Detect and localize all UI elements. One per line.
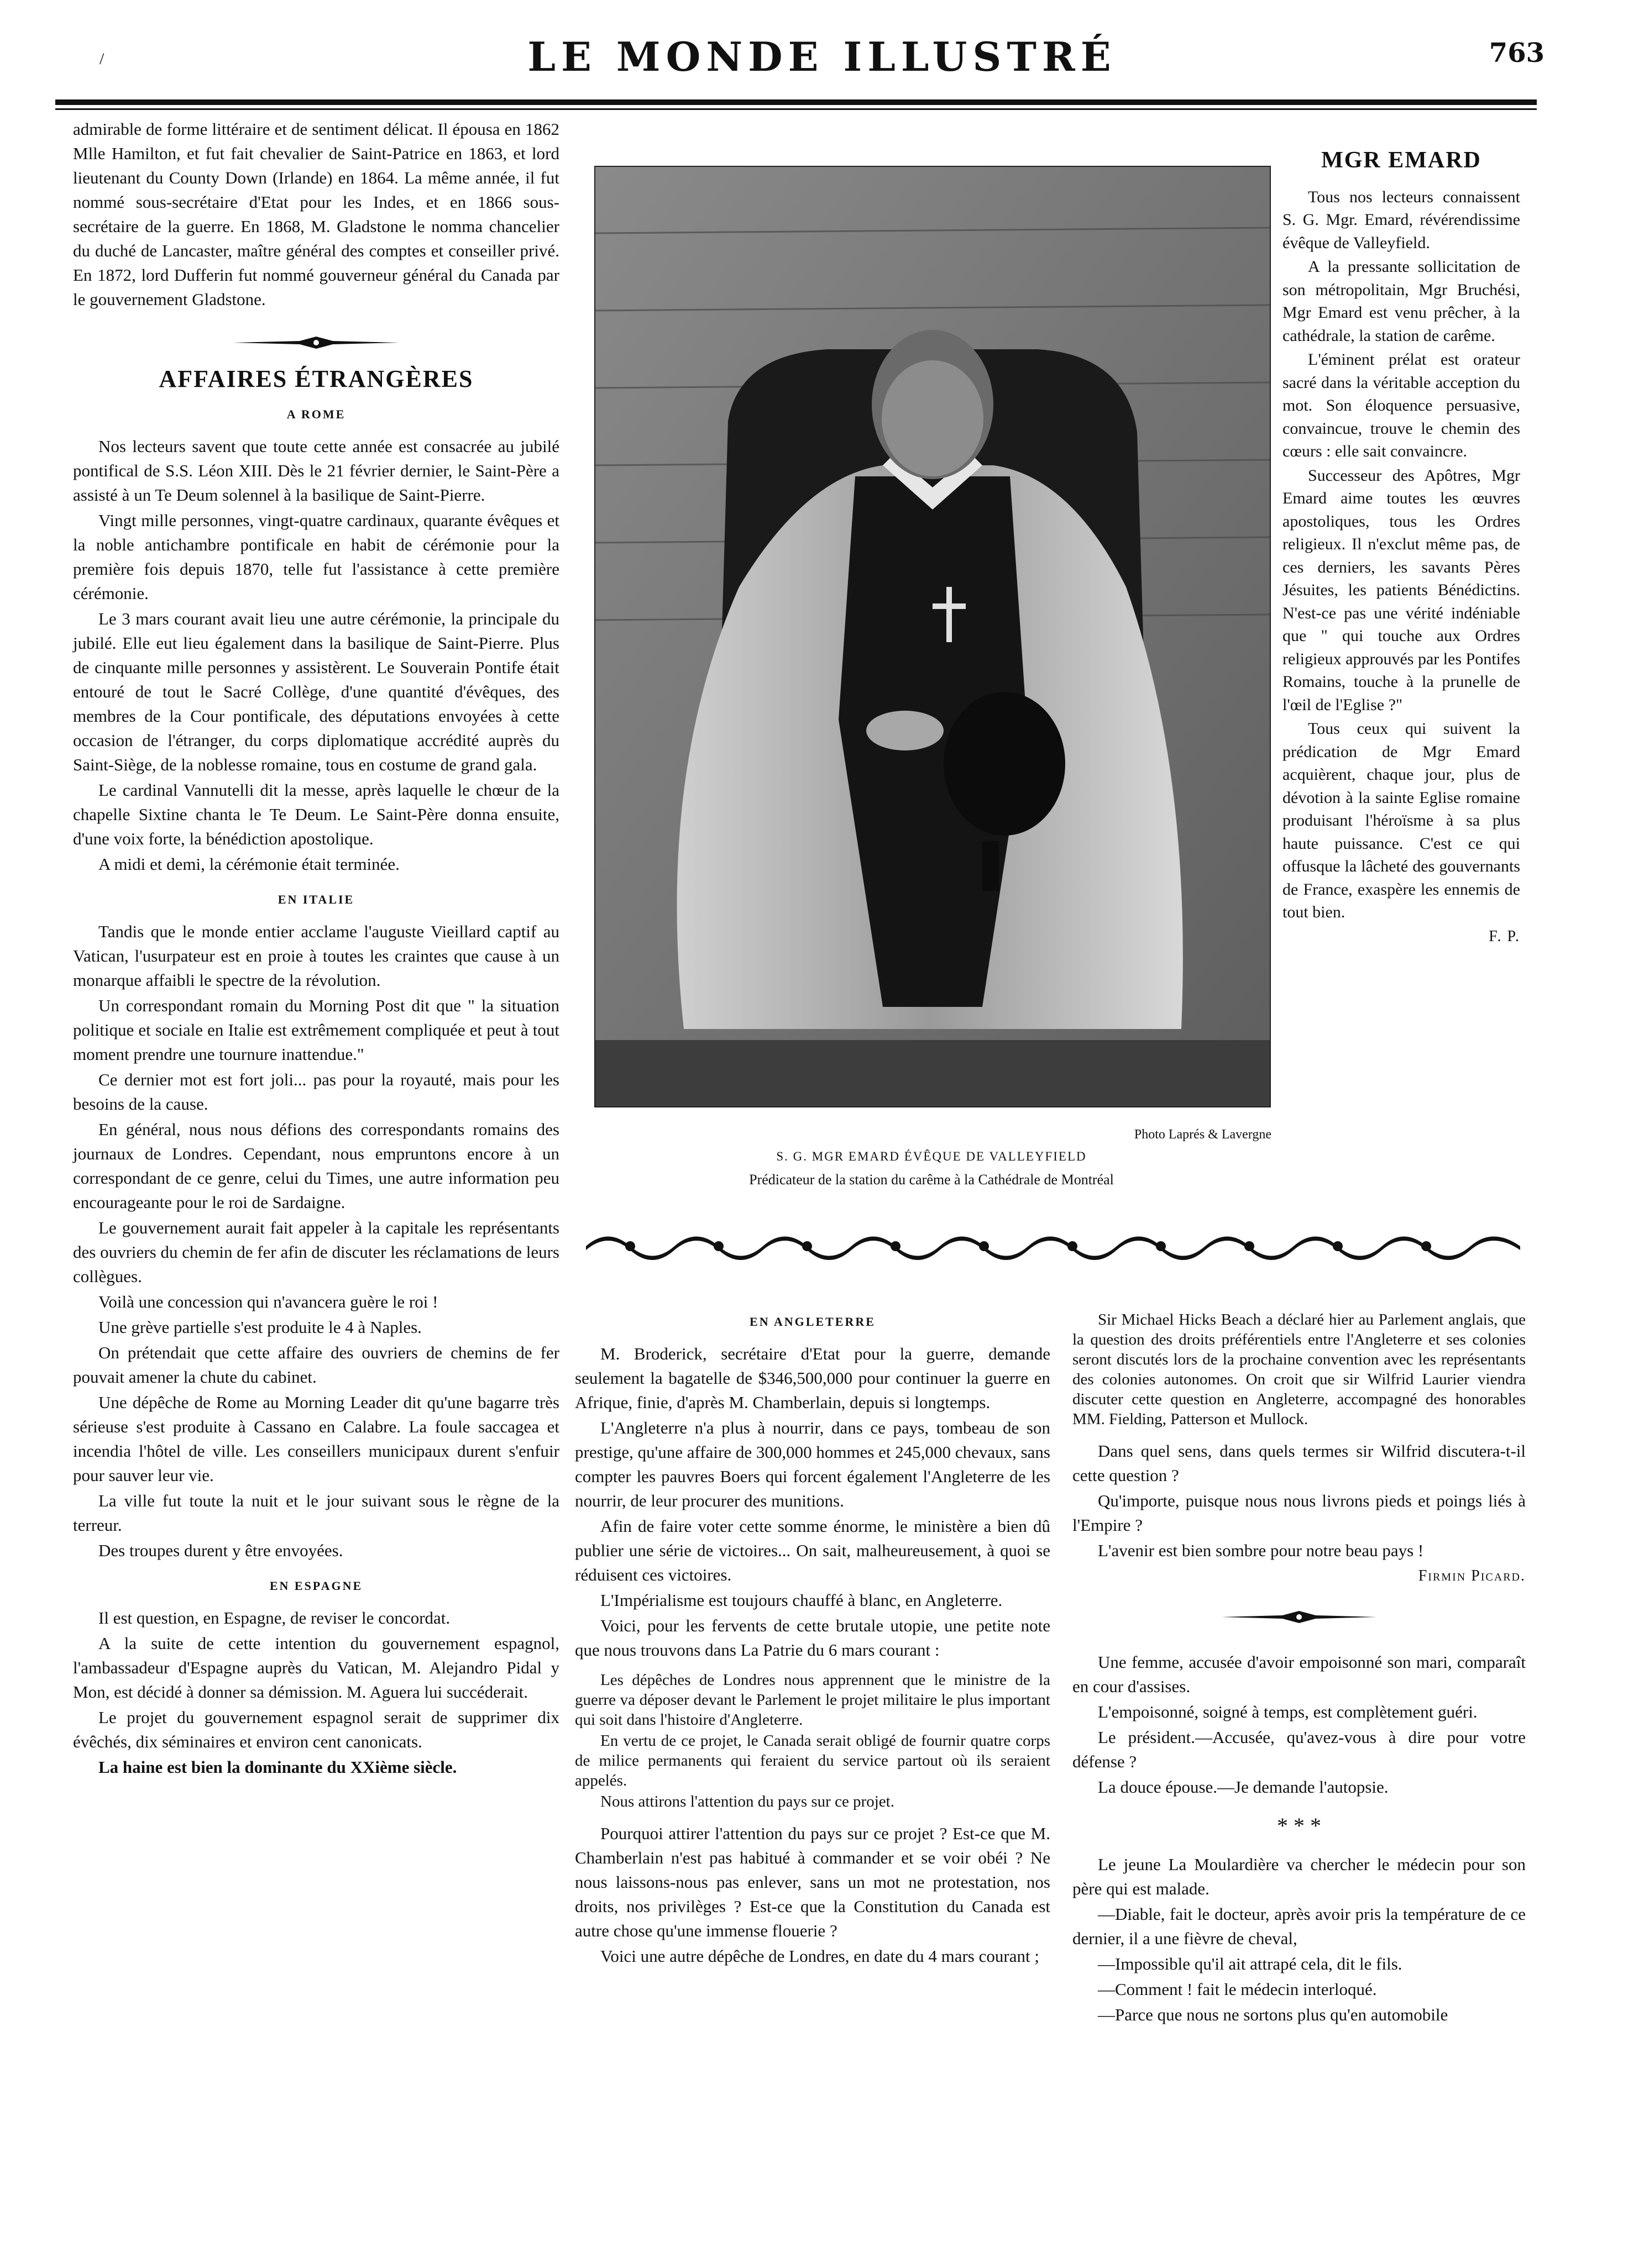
paragraph: Le projet du gouvernement espagnol serait de supprimer dix évêchés, dix séminaires et environ cent canonicats. bbox=[73, 1708, 559, 1751]
decorative-band bbox=[586, 1221, 1520, 1271]
signature-fp: F. P. bbox=[1489, 927, 1520, 945]
paragraph: Une femme, accusée d'avoir empoisonné son mari, comparaît en cour d'assises. bbox=[1072, 1652, 1526, 1696]
paragraph: Le 3 mars courant avait lieu une autre cérémonie, la principale du jubilé. Elle eut lieu également dans la basilique de Saint-Pierre. Plus de cinquante mille personnes y assistèrent. Le Souverain Pontife était entouré de tout le Sacré Collège, d'une quantité d'évêques, des membres de la Cour pontificale, des députations envoyées à cette occasion de l'étranger, du corps diplomatique accrédité auprès du Saint-Siège, de la noblesse romaine, tous en costume de grand gala. bbox=[73, 609, 559, 774]
paragraph: L'empoisonné, soigné à temps, est complètement guéri. bbox=[1098, 1702, 1478, 1721]
photo-credit: Photo Laprés & Lavergne bbox=[1134, 1127, 1271, 1142]
paragraph: Le président.—Accusée, qu'avez-vous à dire pour votre défense ? bbox=[1072, 1728, 1526, 1771]
paragraph: Le jeune La Moulardière va chercher le médecin pour son père qui est malade. bbox=[1072, 1855, 1526, 1898]
newspaper-title: LE MONDE ILLUSTRÉ bbox=[527, 33, 1117, 80]
paragraph: La ville fut toute la nuit et le jour suivant sous le règne de la terreur. bbox=[73, 1491, 559, 1535]
ornament-divider bbox=[73, 326, 559, 359]
quoted-paragraph: Sir Michael Hicks Beach a déclaré hier au Parlement anglais, que la question des droits préférentiels entre l'Angleterre et ses colonies seront discutés lors de la prochaine convention avec les représentants des colonies autonomes. On croit que sir Wilfrid Laurier viendra discuter cette question en Angleterre, accompagné des honorables MM. Fielding, Patterson et Mullock. bbox=[1072, 1311, 1526, 1428]
paragraph: Vingt mille personnes, vingt-quatre cardinaux, quarante évêques et la noble antichambre pontificale en habit de cérémonie pour la première fois depuis 1870, telle fut l'assistance à cette première cérémonie. bbox=[73, 511, 559, 603]
paragraph: Tous nos lecteurs connaissent S. G. Mgr. Emard, révérendissime évêque de Valleyfield. bbox=[1282, 187, 1520, 252]
paragraph: La douce épouse.—Je demande l'autopsie. bbox=[1098, 1777, 1389, 1797]
quotation-block bbox=[575, 1670, 1050, 1812]
signature-firmin-picard: Firmin Picard. bbox=[1418, 1567, 1526, 1584]
paragraph: Le cardinal Vannutelli dit la messe, après laquelle le chœur de la chapelle Sixtine chanta le Te Deum. Le Saint-Père donna ensuite, d'une voix forte, la bénédiction apostolique. bbox=[73, 780, 559, 848]
quoted-paragraph: Les dépêches de Londres nous apprennent que le ministre de la guerre va déposer devant le Parlement le projet militaire le plus important qui soit dans l'histoire d'Angleterre. bbox=[575, 1671, 1050, 1729]
quoted-paragraph: En vertu de ce projet, le Canada serait obligé de fournir quatre corps de milice permanents qui feraient du service partout où ils seraient appelés. bbox=[575, 1732, 1050, 1789]
paragraph: L'Angleterre n'a plus à nourrir, dans ce pays, tombeau de son prestige, qu'une affaire de 300,000 hommes et 245,000 chevaux, sans compter les pauvres Boers qui forcent également l'Angleterre de les nourrir, de leur procurer des munitions. bbox=[575, 1418, 1050, 1510]
masthead-rule-thin bbox=[55, 108, 1537, 110]
heading-rome: A ROME bbox=[286, 407, 346, 421]
paragraph: Tous ceux qui suivent la prédication de Mgr Emard acquièrent, chaque jour, plus de dévotion à la sainte Eglise romaine produisant l'héroïsme à sa plus haute puissance. C'est ce qui offusque la lâcheté des gouvernants de France, exaspère les ennemis de tout bien. bbox=[1282, 720, 1520, 921]
paragraph: —Diable, fait le docteur, après avoir pris la température de ce dernier, il a une fièvre de cheval, bbox=[1072, 1904, 1526, 1948]
paragraph: L'Impérialisme est toujours chauffé à blanc, en Angleterre. bbox=[600, 1590, 1003, 1610]
paragraph: Le gouvernement aurait fait appeler à la capitale les représentants des ouvriers du chemin de fer afin de discuter les réclamations de leurs collègues. bbox=[73, 1218, 559, 1286]
quotation-block bbox=[1072, 1310, 1526, 1429]
paragraph: A la suite de cette intention du gouvernement espagnol, l'ambassadeur d'Espagne auprès du Vatican, M. Alejandro Pidal y Mon, est décidé à donner sa démission. M. Aguera lui succéderait. bbox=[73, 1634, 559, 1702]
asterism: * * * bbox=[1277, 1813, 1321, 1838]
masthead-rule-thick bbox=[55, 99, 1537, 105]
paragraph: Qu'importe, puisque nous nous livrons pieds et poings liés à l'Empire ? bbox=[1072, 1491, 1526, 1535]
quoted-paragraph: Nous attirons l'attention du pays sur ce projet. bbox=[600, 1793, 894, 1810]
paragraph: Il est question, en Espagne, de reviser le concordat. bbox=[98, 1608, 451, 1628]
intro-paragraph: admirable de forme littéraire et de sentiment délicat. Il épousa en 1862 Mlle Hamilton, et fut fait chevalier de Saint-Patrice en 1863, et lord lieutenant du County Down (Irlande) en 1864. La même année, il fut nommé sous-secrétaire d'Etat pour les Indes, et en 1866 sous-secrétaire de la guerre. En 1868, M. Gladstone le nomma chancelier du duché de Lancaster, maître général des comptes et conseiller privé. En 1872, lord Dufferin fut nommé gouverneur général du Canada par le gouvernement Gladstone. bbox=[73, 119, 559, 309]
paragraph: Une dépêche de Rome au Morning Leader dit qu'une bagarre très sérieuse s'est produite à Cassano en Calabre. La foule saccagea et incendia l'hôtel de ville. Les conseillers municipaux durent s'enfuir pour sauver leur vie. bbox=[73, 1393, 559, 1485]
paragraph: —Parce que nous ne sortons plus qu'en automobile bbox=[1098, 2005, 1448, 2024]
heading-italie: EN ITALIE bbox=[278, 893, 355, 906]
photo-caption-title: S. G. MGR EMARD ÉVÊQUE DE VALLEYFIELD bbox=[776, 1149, 1087, 1163]
paragraph: —Comment ! fait le médecin interloqué. bbox=[1098, 1980, 1377, 1999]
paragraph: Successeur des Apôtres, Mgr Emard aime toutes les œuvres apostoliques, tous les Ordres religieux. Il n'exclut même pas, de ces derniers, les savants Pères Jésuites, les patients Bénédictins. N'est-ce pas une vérité indéniable que " qui touche aux Ordres religieux approuvés par les Pontifes Romains, touche à la prunelle de l'œil de l'Eglise ?" bbox=[1282, 466, 1520, 714]
paragraph: Ce dernier mot est fort joli... pas pour la royauté, mais pour les besoins de la cause. bbox=[73, 1070, 559, 1114]
ornament-divider bbox=[1072, 1600, 1526, 1634]
paragraph: Afin de faire voter cette somme énorme, le ministère a bien dû publier une série de victoires... On sait, malheureusement, à quoi se réduisent ces victoires. bbox=[575, 1516, 1050, 1584]
paragraph: Une grève partielle s'est produite le 4 à Naples. bbox=[98, 1317, 422, 1337]
heading-angleterre: EN ANGLETERRE bbox=[750, 1315, 876, 1329]
right-column bbox=[1282, 149, 1520, 948]
middle-column bbox=[575, 1310, 1050, 1970]
paragraph: On prétendait que cette affaire des ouvriers de chemins de fer pouvait amener la chute du cabinet. bbox=[73, 1343, 559, 1387]
paragraph: Des troupes durent y être envoyées. bbox=[98, 1541, 343, 1560]
paragraph: Voici, pour les fervents de cette brutale utopie, une petite note que nous trouvons dans La Patrie du 6 mars courant : bbox=[575, 1616, 1050, 1660]
paragraph: Un correspondant romain du Morning Post dit que " la situation politique et sociale en Italie est extrêmement compliquée et peut à tout moment prendre une tournure inattendue." bbox=[73, 996, 559, 1064]
page-number: 763 bbox=[1489, 38, 1544, 69]
paragraph: Voici une autre dépêche de Londres, en date du 4 mars courant ; bbox=[600, 1946, 1039, 1966]
paragraph: M. Broderick, secrétaire d'Etat pour la guerre, demande seulement la bagatelle de $346,500,000 pour continuer la guerre en Afrique, finie, d'après M. Chamberlain, depuis si longtemps. bbox=[575, 1344, 1050, 1412]
paragraph: Nos lecteurs savent que toute cette année est consacrée au jubilé pontifical de S.S. Léon XIII. Dès le 21 février dernier, le Saint-Père a assisté à un Te Deum solennel à la basilique de Saint-Pierre. bbox=[73, 437, 559, 505]
corner-mark: / bbox=[100, 50, 104, 68]
paragraph: —Impossible qu'il ait attrapé cela, dit le fils. bbox=[1098, 1954, 1402, 1973]
paragraph: Dans quel sens, dans quels termes sir Wilfrid discutera-t-il cette question ? bbox=[1072, 1441, 1526, 1485]
section-title-affaires: AFFAIRES ÉTRANGÈRES bbox=[159, 365, 474, 392]
photo-caption-subtitle: Prédicateur de la station du carême à la Cathédrale de Montréal bbox=[749, 1172, 1114, 1188]
paragraph: A la pressante sollicitation de son métropolitain, Mgr Bruchési, Mgr Emard est venu prêcher, à la cathédrale, la station de carême. bbox=[1282, 258, 1520, 345]
right-bottom-column bbox=[1072, 1310, 1526, 2028]
heading-espagne: EN ESPAGNE bbox=[269, 1579, 363, 1593]
paragraph: Tandis que le monde entier acclame l'auguste Vieillard captif au Vatican, l'usurpateur est en proie à toutes les craintes que cause à un monarque affaibli le spectre de la révolution. bbox=[73, 922, 559, 990]
paragraph: Voilà une concession qui n'avancera guère le roi ! bbox=[98, 1292, 438, 1311]
paragraph: Pourquoi attirer l'attention du pays sur ce projet ? Est-ce que M. Chamberlain n'est pas habitué à commander et se voir obéi ? Ne nous laissons-nous pas enlever, sans un mot ne protestation, nos droits, nos privilèges ? Est-ce que la Constitution du Canada est autre chose qu'une immense flouerie ? bbox=[575, 1824, 1050, 1940]
title-mgr-emard: MGR EMARD bbox=[1321, 148, 1481, 173]
paragraph: L'avenir est bien sombre pour notre beau pays ! bbox=[1098, 1541, 1424, 1560]
paragraph: A midi et demi, la cérémonie était terminée. bbox=[98, 854, 400, 874]
paragraph: En général, nous nous défions des correspondants romains des journaux de Londres. Cependant, nous empruntons encore à un correspondant de ce genre, celui du Times, une autre information peu encourageante pour le roi de Sardaigne. bbox=[73, 1120, 559, 1212]
portrait-photo bbox=[594, 166, 1271, 1107]
paragraph: La haine est bien la dominante du XXième siècle. bbox=[98, 1757, 457, 1777]
left-column bbox=[73, 117, 559, 1781]
masthead bbox=[0, 33, 1644, 83]
paragraph: L'éminent prélat est orateur sacré dans la véritable acception du mot. Son éloquence persuasive, convaincue, trouve le chemin des cœurs : elle sait convaincre. bbox=[1282, 350, 1520, 460]
